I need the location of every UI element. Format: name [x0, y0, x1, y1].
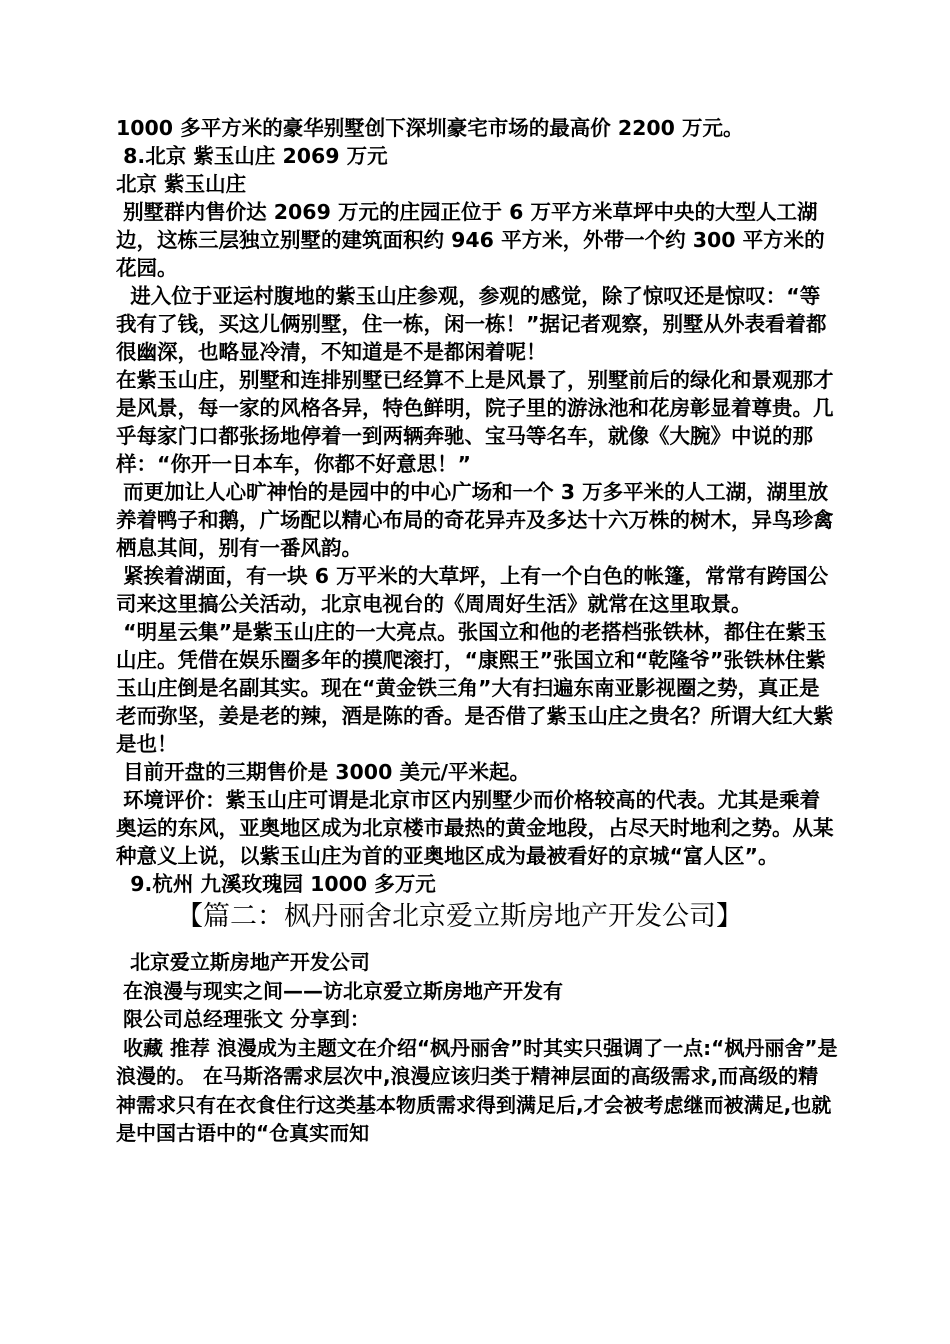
section-spacer	[116, 936, 838, 948]
section-heading-part-two: 【篇二：枫丹丽舍北京爱立斯房地产开发公司】	[176, 901, 743, 932]
paragraph-lake: 而更加让人心旷神怡的是园中的中心广场和一个 3 万多平米的人工湖，湖里放养着鸭子和鹅，广场配以精心布局的奇花异卉及多达十六万株的树木，异鸟珍禽栖息其间，别有一番风韵。	[116, 480, 834, 560]
paragraph-lawn: 紧挨着湖面，有一块 6 万平米的大草坪，上有一个白色的帐篷，常常有跨国公司来这里搞公关活动，北京电视台的《周周好生活》就常在这里取景。	[116, 564, 829, 616]
paragraph-interview-title: 在浪漫与现实之间——访北京爱立斯房地产开发有	[116, 978, 563, 1003]
paragraph-sale-price: 目前开盘的三期售价是 3000 美元/平米起。	[116, 760, 530, 784]
paragraph-visit: 进入位于亚运村腹地的紫玉山庄参观，参观的感觉，除了惊叹还是惊叹：“等我有了钱，买这儿俩别墅，住一栋，闲一栋！”据记者观察，别墅从外表看着都很幽深，也略显冷清，不知道是不是都闲着呢！	[116, 284, 827, 364]
paragraph-celebrities: “明星云集”是紫玉山庄的一大亮点。张国立和他的老搭档张铁林，都住在紫玉山庄。凭借在娱乐圈多年的摸爬滚打，“康熙王”张国立和“乾隆爷”张铁林住紫玉山庄倒是名副其实。现在“黄金铁三角”大有扫遍东南亚影视圈之势，真正是老而弥坚，姜是老的辣，酒是陈的香。是否借了紫玉山庄之贵名？所谓大红大紫是也！	[116, 620, 834, 756]
item-heading-hangzhou: 9.杭州 九溪玫瑰园 1000 多万元	[116, 872, 436, 896]
item-heading-beijing-ziyu: 8.北京 紫玉山庄 2069 万元	[116, 144, 388, 168]
section-two-body	[116, 948, 838, 1148]
paragraph-shenzhen-price: 1000 多平方米的豪华别墅创下深圳豪宅市场的最高价 2200 万元。	[116, 116, 744, 140]
paragraph-landscape: 在紫玉山庄，别墅和连排别墅已经算不上是风景了，别墅前后的绿化和景观那才是风景，每一家的风格各异，特色鲜明，院子里的游泳池和花房彰显着尊贵。几乎每家门口都张扬地停着一到两辆奔驰、宝马等名车，就像《大腕》中说的那样：“你开一日本车，你都不好意思！”	[116, 368, 834, 476]
document-body	[116, 114, 838, 1148]
paragraph-villa-price: 别墅群内售价达 2069 万元的庄园正位于 6 万平方米草坪中央的大型人工湖边，这栋三层独立别墅的建筑面积约 946 平方米，外带一个约 300 平方米的花园。	[116, 200, 825, 280]
paragraph-interview-subtitle: 限公司总经理张文 分享到：	[116, 1007, 370, 1031]
paragraph-company-name: 北京爱立斯房地产开发公司	[116, 950, 370, 974]
paragraph-evaluation: 环境评价：紫玉山庄可谓是北京市区内别墅少而价格较高的代表。尤其是乘着奥运的东风，亚奥地区成为北京楼市最热的黄金地段，占尽天时地利之势。从某种意义上说，以紫玉山庄为首的亚奥地区成为最被看好的京城“富人区”。	[116, 788, 834, 868]
paragraph-romance: 收藏 推荐 浪漫成为主题文在介绍“枫丹丽舍”时其实只强调了一点:“枫丹丽舍”是浪漫的。 在马斯洛需求层次中,浪漫应该归类于精神层面的高级需求,而高级的精神需求只有在衣食住行这类基本物质需求得到满足后,才会被考虑继而被满足,也就是中国古语中的“仓真实而知	[116, 1035, 838, 1145]
subheading-beijing-ziyu: 北京 紫玉山庄	[116, 172, 247, 196]
